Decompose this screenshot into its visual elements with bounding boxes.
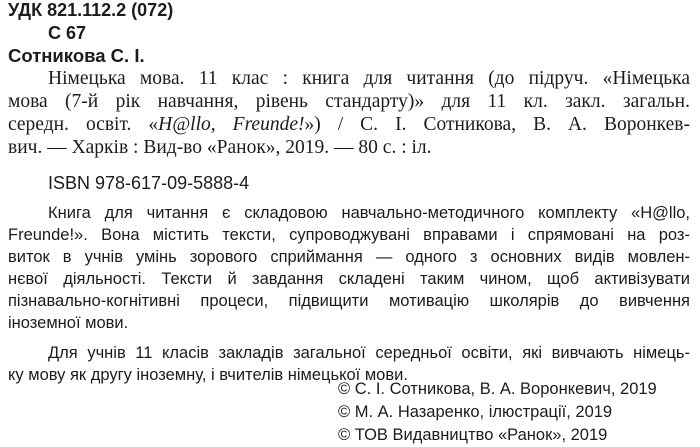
biblio-line-2: мова (7-й рік навчання, рівень стандарту)» для 11 кл. закл. загальн.	[8, 91, 690, 112]
copyright-author: © С. І. Сотникова, В. А. Воронкевич, 2019	[338, 380, 657, 398]
series-title: H@llo, Freunde!	[158, 114, 305, 135]
isbn: ISBN 978-617-09-5888-4	[48, 173, 250, 193]
biblio-line-3: середн. освіт. «H@llo, Freunde!») / С. І. Сотникова, В. А. Воронкев-	[8, 114, 690, 135]
biblio-line-4: вич. — Харків : Вид-во «Ранок», 2019. — 80 с. : іл.	[8, 137, 432, 158]
copyright-publisher: © ТОВ Видавництво «Ранок», 2019	[338, 426, 608, 444]
annotation-line-2: Freunde!». Вона містить тексти, супроводжувані вправами і спрямовані на роз-	[8, 226, 690, 244]
annotation-line-6: іноземної мови.	[8, 314, 129, 332]
biblio-line-1: Німецька мова. 11 клас : книга для читання (до підруч. «Німецька	[48, 68, 690, 89]
author-heading: Сотникова С. І.	[8, 45, 145, 66]
annotation-line-3: виток в учнів умінь зорового сприймання — одного з основних видів мовлен-	[8, 248, 690, 266]
audience-line-2: ку мову як другу іноземну, і вчителів німецької мови.	[8, 366, 408, 384]
audience-line-1: Для учнів 11 класів закладів загальної середньої освіти, які вивчають німець-	[48, 344, 690, 362]
udk-classification: УДК 821.112.2 (072)	[8, 0, 174, 20]
author-code: С 67	[48, 23, 87, 43]
annotation-line-5: пізнавально-когнітивні процеси, підвищити мотивацію школярів до вивчення	[8, 292, 690, 310]
annotation-line-4: нєвої діяльності. Тексти й завдання складені таким чином, щоб активізувати	[8, 270, 690, 288]
copyright-illustrations: © М. А. Назаренко, ілюстрації, 2019	[338, 403, 613, 421]
annotation-line-1: Книга для читання є складовою навчально-методичного комплекту «H@llo,	[48, 204, 690, 222]
